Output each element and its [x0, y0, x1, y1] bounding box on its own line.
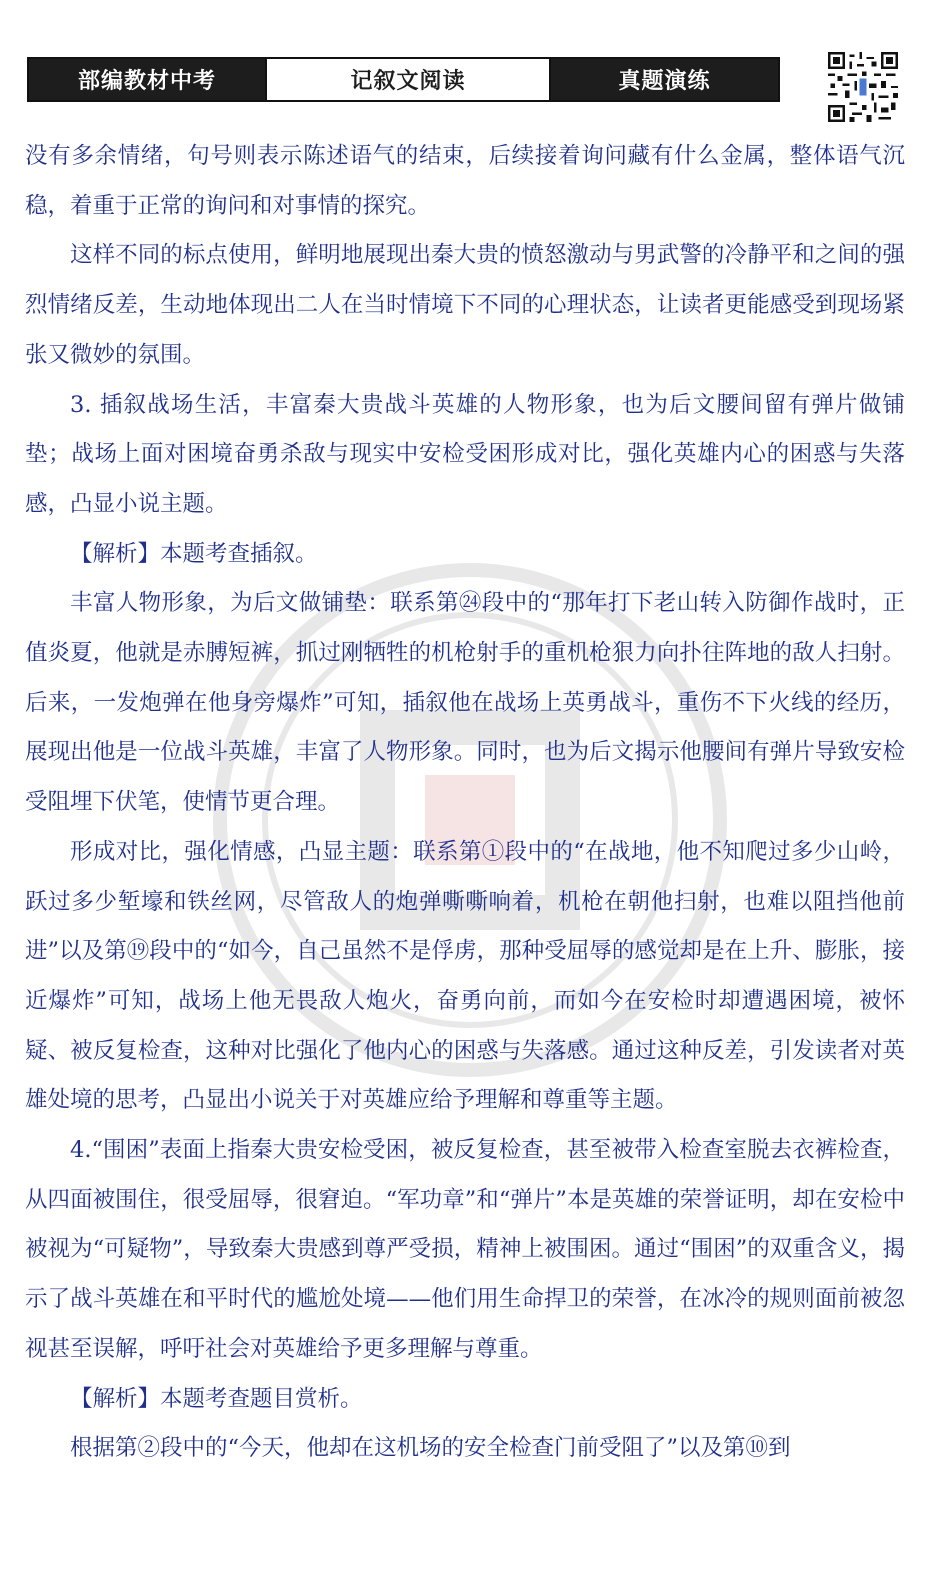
header-bar [27, 57, 780, 102]
paragraph: 【解析】本题考查插叙。 [70, 540, 318, 567]
paragraph: 形成对比，强化情感，凸显主题：联系第①段中的“在战地，他不知爬过多少山岭，跃过多少堑壕和铁丝网，尽管敌人的炮弹嘶嘶响着，机枪在朝他扫射，也难以阻挡他前进”以及第⑲段中的“如今，自己虽然不是俘虏，那种受屈辱的感觉却是在上升、膨胀，接近爆炸”可知，战场上他无畏敌人炮火，奋勇向前，而如今在安检时却遭遇困境，被怀疑、被反复检查，这种对比强化了他内心的困惑与失落感。通过这种反差，引发读者对英雄处境的思考，凸显出小说关于对英雄应给予理解和尊重等主题。 [25, 838, 905, 1114]
paragraph: 4.“围困”表面上指秦大贵安检受困，被反复检查，甚至被带入检查室脱去衣裤检查，从四面被围住，很受屈辱，很窘迫。“军功章”和“弹片”本是英雄的荣誉证明，却在安检中被视为“可疑物”，导致秦大贵感到尊严受损，精神上被围困。通过“围困”的双重含义，揭示了战斗英雄在和平时代的尴尬处境——他们用生命捍卫的荣誉，在冰冷的规则面前被忽视甚至误解，呼吁社会对英雄给予更多理解与尊重。 [25, 1137, 905, 1362]
header-topic: 记叙文阅读 [265, 59, 551, 100]
article-body [25, 132, 905, 1474]
paragraph: 丰富人物形象，为后文做铺垫：联系第㉔段中的“那年打下老山转入防御作战时，正值炎夏，他就是赤膊短裤，抓过刚牺牲的机枪射手的重机枪狠力向扑往阵地的敌人扫射。后来，一发炮弹在他身旁爆炸”可知，插叙他在战场上英勇战斗，重伤不下火线的经历，展现出他是一位战斗英雄，丰富了人物形象。同时，也为后文揭示他腰间有弹片导致安检受阻埋下伏笔，使情节更合理。 [25, 590, 905, 816]
paragraph: 3. 插叙战场生活，丰富秦大贵战斗英雄的人物形象，也为后文腰间留有弹片做铺垫；战场上面对困境奋勇杀敌与现实中安检受困形成对比，强化英雄内心的困惑与失落感，凸显小说主题。 [25, 391, 905, 517]
header-subject: 部编教材中考 [29, 59, 265, 100]
qr-code-icon [828, 52, 898, 122]
header-section: 真题演练 [551, 59, 778, 100]
paragraph: 根据第②段中的“今天，他却在这机场的安全检查门前受阻了”以及第⑩到 [70, 1435, 791, 1462]
paragraph: 【解析】本题考查题目赏析。 [70, 1385, 363, 1412]
paragraph: 这样不同的标点使用，鲜明地展现出秦大贵的愤怒激动与男武警的冷静平和之间的强烈情绪反差，生动地体现出二人在当时情境下不同的心理状态，让读者更能感受到现场紧张又微妙的氛围。 [25, 242, 905, 368]
paragraph: 没有多余情绪，句号则表示陈述语气的结束，后续接着询问藏有什么金属，整体语气沉稳，着重于正常的询问和对事情的探究。 [25, 143, 905, 219]
